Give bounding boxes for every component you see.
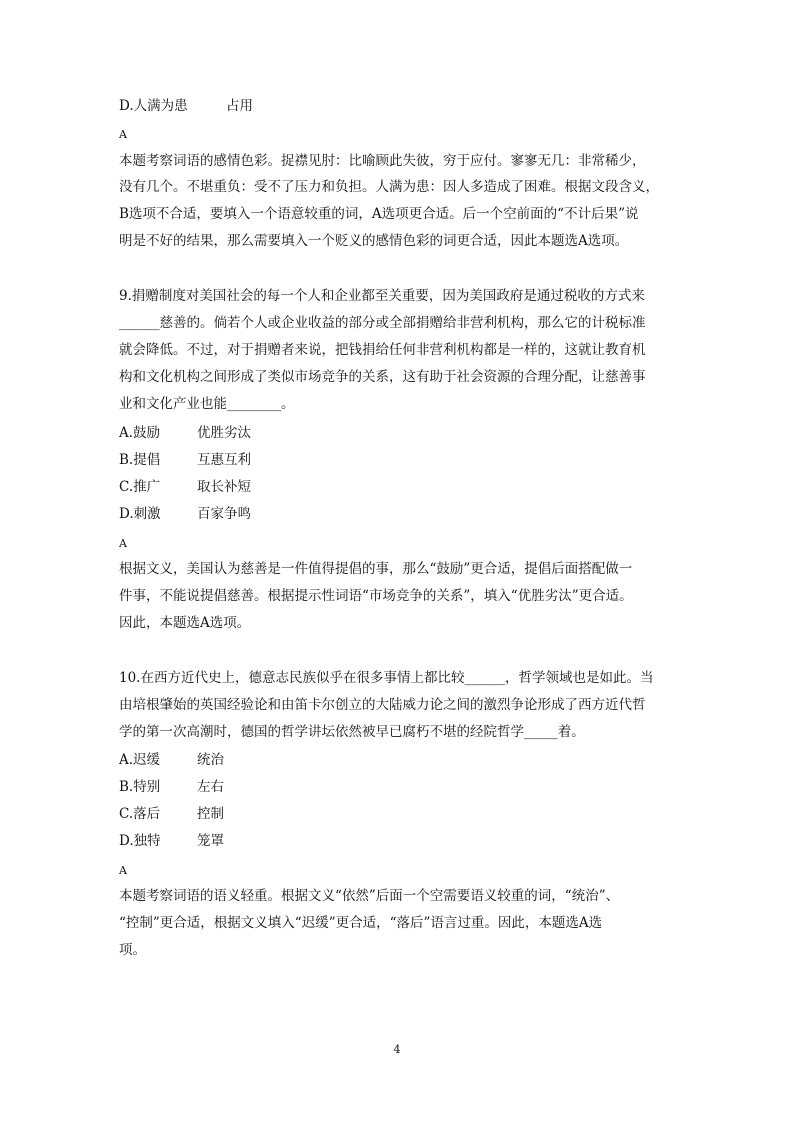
q10-option-c xyxy=(119,805,224,823)
q10-explanation-line: “控制”更合适，根据文义填入“迟缓”更合适，“落后”语言过重。因此，本题选A选 xyxy=(119,915,603,931)
q9-option-b xyxy=(119,451,251,469)
option-word: 控制 xyxy=(197,806,224,822)
option-letter: A.鼓励 xyxy=(119,425,161,441)
q10-stem-line: 10.在西方近代史上，德意志民族似乎在很多事情上都比较______，哲学领域也是如此。当 xyxy=(119,670,654,686)
q9-stem-line: 业和文化产业也能________。 xyxy=(119,396,295,412)
option-word: 取长补短 xyxy=(197,479,251,495)
q9-stem-line: ______慈善的。倘若个人或企业收益的部分或全部捐赠给非营利机构，那么它的计税标准 xyxy=(119,315,646,331)
option-letter: C.推广 xyxy=(119,479,161,495)
option-word: 左右 xyxy=(197,779,224,795)
option-letter: D.人满为患 xyxy=(119,98,188,114)
q9-option-d xyxy=(119,505,251,523)
q10-explanation-line: 本题考察词语的语义轻重。根据文义“依然”后面一个空需要语义较重的词，“统治”、 xyxy=(119,888,620,904)
q10-answer: A xyxy=(119,864,127,877)
q10-option-a xyxy=(119,751,224,769)
option-word: 占用 xyxy=(226,98,253,114)
option-letter: D.刺激 xyxy=(119,506,161,522)
q10-explanation-line: 项。 xyxy=(119,942,146,958)
q9-explanation-line: 件事，不能说提倡慈善。根据提示性词语“市场竞争的关系”，填入“优胜劣汰”更合适。 xyxy=(119,588,633,604)
q9-explanation-line: 根据文义，美国认为慈善是一件值得提倡的事，那么“鼓励”更合适，提倡后面搭配做一 xyxy=(119,561,633,577)
option-letter: D.独特 xyxy=(119,833,161,849)
q10-option-b xyxy=(119,778,224,796)
q10-stem-line: 由培根肇始的英国经验论和由笛卡尔创立的大陆威力论之间的激烈争论形成了西方近代哲 xyxy=(119,697,646,713)
q8-option-d xyxy=(119,97,253,115)
q9-option-c xyxy=(119,478,251,496)
q8-explanation-line: 明是不好的结果，那么需要填入一个贬义的感情色彩的词更合适，因此本题选A选项。 xyxy=(119,233,629,249)
q9-explanation-line: 因此，本题选A选项。 xyxy=(119,615,251,631)
option-word: 统治 xyxy=(197,752,224,768)
q9-stem-line: 构和文化机构之间形成了类似市场竞争的关系，这有助于社会资源的合理分配，让慈善事 xyxy=(119,369,646,385)
page-number: 4 xyxy=(393,1043,401,1056)
option-letter: C.落后 xyxy=(119,806,161,822)
q9-stem-line: 就会降低。不过，对于捐赠者来说，把钱捐给任何非营利机构都是一样的，这就让教育机 xyxy=(119,342,646,358)
option-word: 互惠互利 xyxy=(197,452,251,468)
option-word: 百家争鸣 xyxy=(197,506,251,522)
q10-stem-line: 学的第一次高潮时，德国的哲学讲坛依然被早已腐朽不堪的经院哲学_____着。 xyxy=(119,724,585,740)
q9-option-a xyxy=(119,424,251,442)
q10-option-d xyxy=(119,832,224,850)
q8-explanation-line: 本题考察词语的感情色彩。捉襟见肘：比喻顾此失彼，穷于应付。寥寥无几：非常稀少， xyxy=(119,153,646,169)
option-letter: B.特别 xyxy=(119,779,161,795)
option-word: 笼罩 xyxy=(197,833,224,849)
option-letter: A.迟缓 xyxy=(119,752,161,768)
option-word: 优胜劣汰 xyxy=(197,425,251,441)
option-letter: B.提倡 xyxy=(119,452,161,468)
q8-explanation-line: 没有几个。不堪重负：受不了压力和负担。人满为患：因人多造成了困难。根据文段含义， xyxy=(119,179,659,195)
q8-answer: A xyxy=(119,128,127,141)
q8-explanation-line: B选项不合适，要填入一个语意较重的词，A选项更合适。后一个空前面的“不计后果”说 xyxy=(119,206,639,222)
q9-stem-line: 9.捐赠制度对美国社会的每一个人和企业都至关重要，因为美国政府是通过税收的方式来 xyxy=(119,288,645,304)
q9-answer: A xyxy=(119,537,127,550)
